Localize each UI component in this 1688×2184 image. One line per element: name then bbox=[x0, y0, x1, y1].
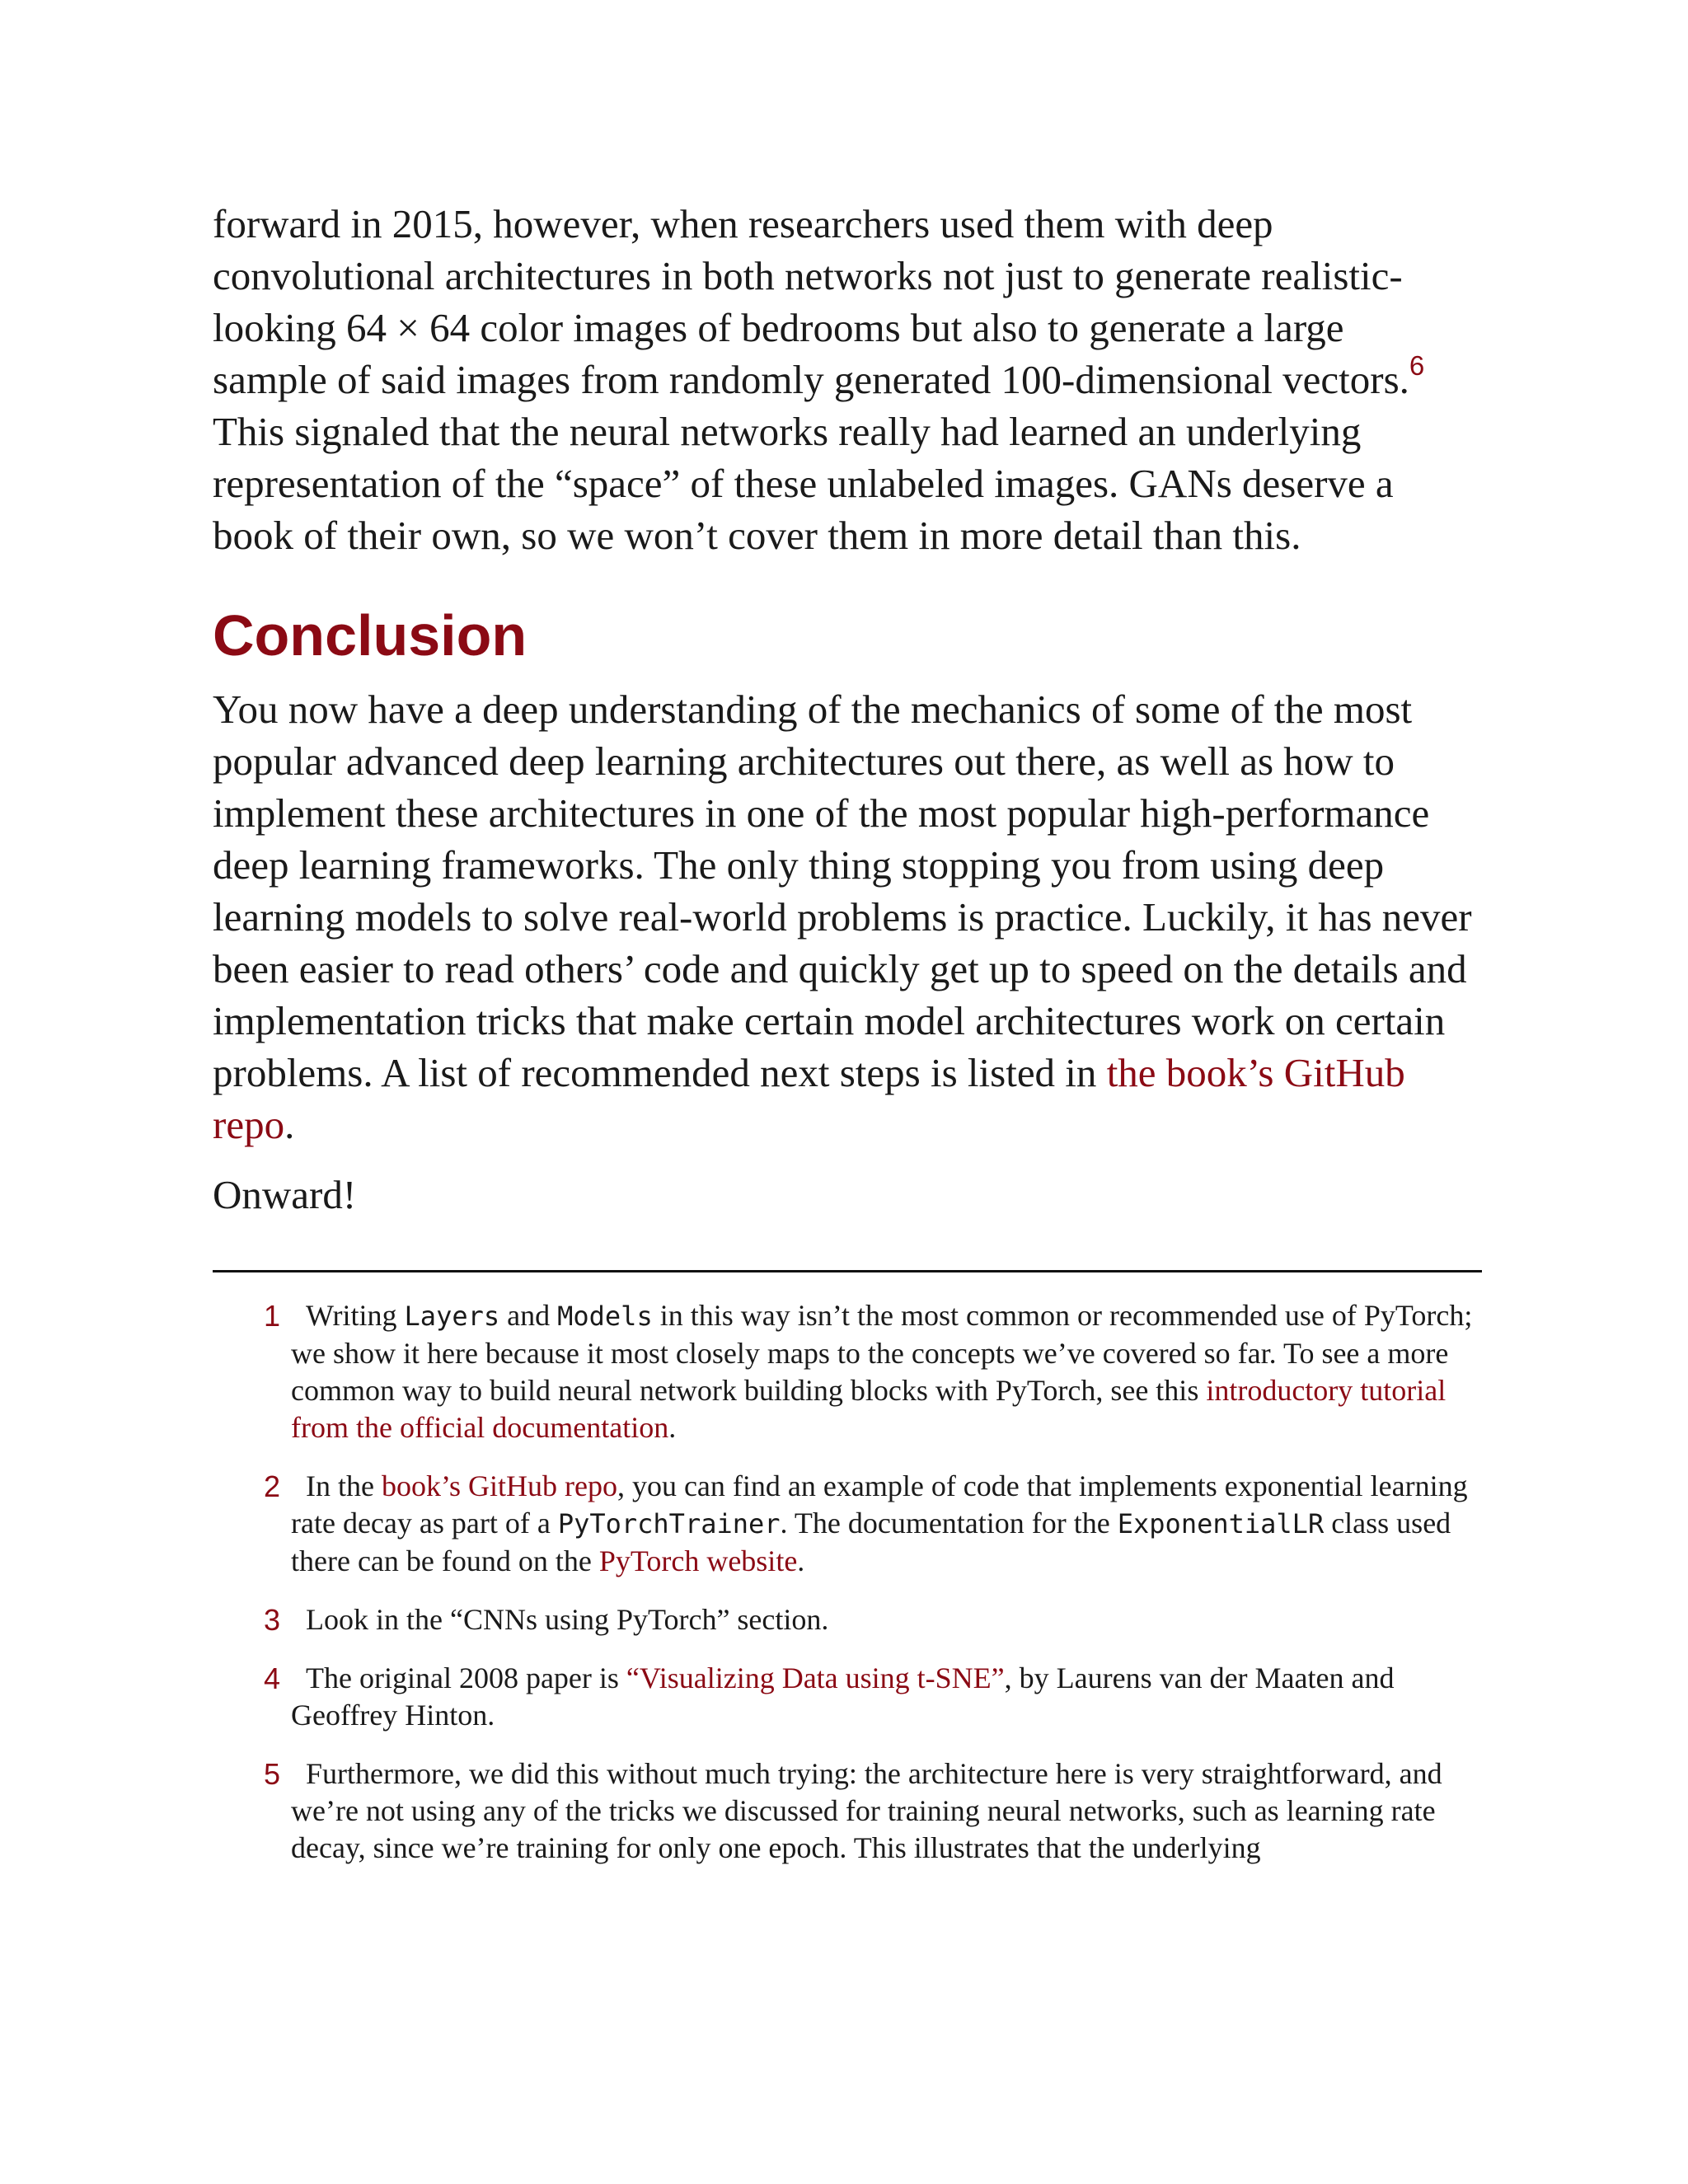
intro-line: convolutional architectures in both networks not just to generate realistic- bbox=[213, 253, 1403, 298]
intro-line: book of their own, so we won’t cover them in more detail than this. bbox=[213, 513, 1301, 558]
pytorch-website-link[interactable]: PyTorch website bbox=[598, 1544, 798, 1577]
intro-line: representation of the “space” of these unlabeled images. GANs deserve a bbox=[213, 461, 1394, 506]
footnote-4 bbox=[264, 1660, 1486, 1734]
intro-line-text: sample of said images from randomly generated 100-dimensional vectors. bbox=[213, 357, 1409, 402]
intro-line: forward in 2015, however, when researchers used them with deep bbox=[213, 201, 1273, 246]
footnote-text: , by Laurens van der Maaten and Geoffrey Hinton. bbox=[291, 1661, 1395, 1732]
footnote-text: The original 2008 paper is bbox=[306, 1661, 626, 1694]
section-heading-conclusion: Conclusion bbox=[213, 603, 528, 668]
footnote-3 bbox=[264, 1601, 1486, 1638]
footnote-ref-6[interactable]: 6 bbox=[1409, 350, 1425, 381]
code-span: ExponentialLR bbox=[1117, 1508, 1325, 1540]
footnotes-list bbox=[213, 1297, 1482, 1867]
footnote-divider bbox=[213, 1270, 1482, 1272]
github-repo-link[interactable]: book’s GitHub repo bbox=[381, 1469, 617, 1502]
conclusion-period: . bbox=[284, 1102, 295, 1147]
tsne-paper-link[interactable]: “Visualizing Data using t-SNE” bbox=[626, 1661, 1005, 1694]
footnote-text: in this way isn’t the most common or recommended use of PyTorch; we show it here because it most closely maps to the concepts we’ve covered so far. To see a more common way to build neural network building blocks with PyTorch, see this bbox=[291, 1299, 1473, 1407]
github-repo-link[interactable]: the book’s GitHub repo bbox=[213, 1050, 1405, 1147]
footnote-2 bbox=[264, 1468, 1486, 1580]
footnote-number[interactable]: 5 bbox=[264, 1757, 281, 1791]
footnote-number[interactable]: 1 bbox=[264, 1299, 281, 1333]
conclusion-text: You now have a deep understanding of the mechanics of some of the most popular advanced deep learning architectures out there, as well as how to implement these architectures in one of the most popular high-performance deep learning frameworks. The only thing stopping you from using deep learning models to solve real-world problems is practice. Luckily, it has never been easier to read others’ code and quickly get up to speed on the details and implementation tricks that make certain model architectures work on certain problems. A list of recommended next steps is listed in bbox=[213, 687, 1472, 1095]
code-span: Layers bbox=[404, 1301, 500, 1332]
footnote-text: Writing bbox=[306, 1299, 405, 1332]
code-span: PyTorchTrainer bbox=[557, 1508, 781, 1540]
footnote-number[interactable]: 3 bbox=[264, 1603, 281, 1637]
footnote-text: . bbox=[797, 1544, 805, 1577]
footnote-text: In the bbox=[306, 1469, 382, 1502]
footnote-text: class used there can be found on the bbox=[291, 1507, 1451, 1577]
footnote-5 bbox=[264, 1755, 1486, 1867]
footnote-text: Look in the “CNNs using PyTorch” section. bbox=[306, 1603, 829, 1636]
intro-line bbox=[213, 350, 1482, 405]
onward-text: Onward! bbox=[213, 1172, 357, 1217]
intro-paragraph bbox=[213, 198, 1482, 561]
footnote-number[interactable]: 4 bbox=[264, 1661, 281, 1695]
intro-line: looking 64 × 64 color images of bedrooms but also to generate a large bbox=[213, 305, 1344, 350]
footnote-text: , you can find an example of code that implements exponential learning rate decay as part of a bbox=[291, 1469, 1468, 1540]
footnote-text: and bbox=[499, 1299, 558, 1332]
footnote-1 bbox=[264, 1297, 1486, 1446]
intro-line: This signaled that the neural networks really had learned an underlying bbox=[213, 409, 1362, 454]
code-span: Models bbox=[557, 1301, 653, 1332]
footnote-text: . The documentation for the bbox=[780, 1507, 1118, 1540]
page-content bbox=[213, 198, 1482, 1888]
footnote-number[interactable]: 2 bbox=[264, 1469, 281, 1503]
tutorial-link[interactable]: introductory tutorial from the official documentation bbox=[291, 1374, 1447, 1444]
conclusion-paragraph bbox=[213, 683, 1482, 1151]
footnote-text: . bbox=[668, 1411, 677, 1444]
footnote-text: Furthermore, we did this without much trying: the architecture here is very straightforward, and we’re not using any of the tricks we discussed for training neural networks, such as learning rate decay, since we’re training for only one epoch. This illustrates that the underlying bbox=[291, 1757, 1442, 1864]
